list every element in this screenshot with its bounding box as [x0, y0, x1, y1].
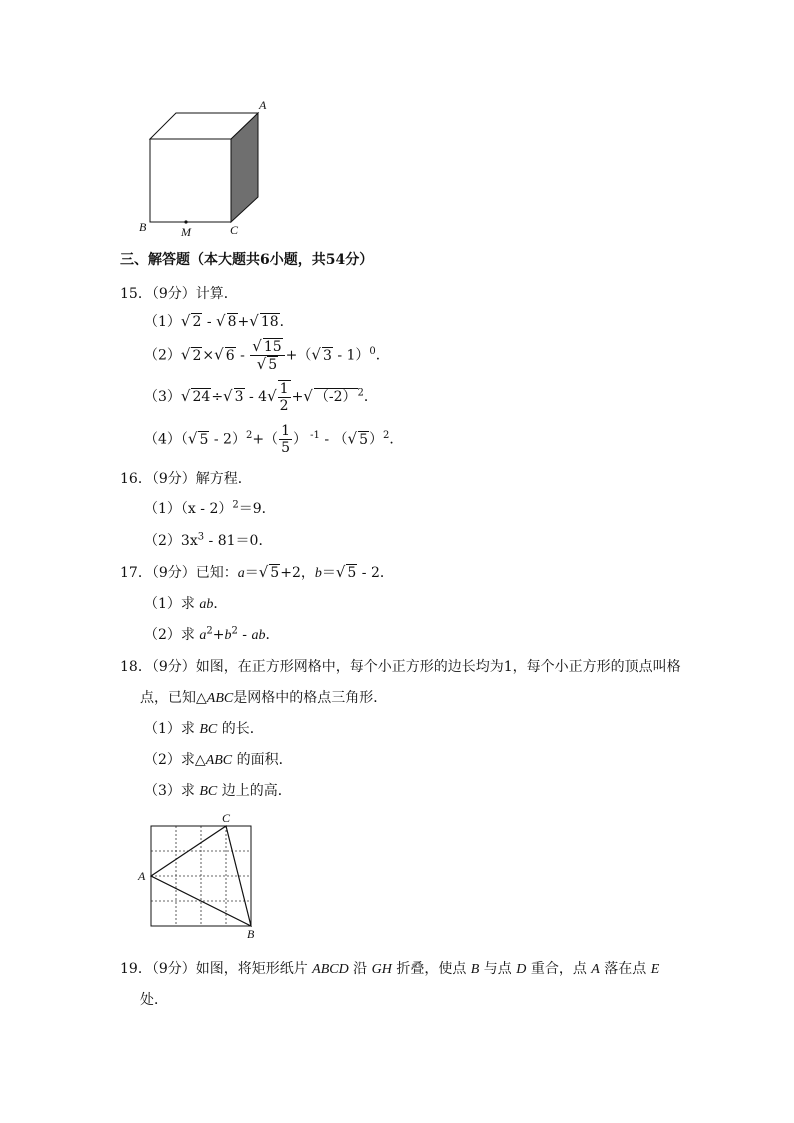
q15-stem: 15．（9分）计算．	[120, 286, 238, 302]
q19-line1: 19．（9分）如图，将矩形纸片 ABCD 沿 GH 折叠，使点 B 与点 D 重合，点 A 落在点 E	[120, 961, 660, 977]
q15-part4: （4）（√ 5 - 2）$^2$+（ $\frac{1}{5}$ ） $^{-1}$ - （√ 5）$^2$．	[144, 423, 404, 456]
point-m	[184, 220, 187, 223]
grid-label-a: A	[138, 869, 146, 883]
q17-part1: （1）求 ab．	[144, 596, 228, 612]
q15-part3: （3）√ 24÷√ 3 - 4√ $\frac{1}{2}$ +√ $(-2)^2$．	[144, 381, 378, 414]
section-heading: 三、解答题（本大题共6小题，共54分）	[120, 252, 374, 268]
cube-label-b: B	[139, 220, 147, 234]
cube-front-face	[150, 139, 231, 222]
q16-stem: 16．（9分）解方程．	[120, 471, 252, 487]
q17-stem: 17．（9分）已知：a＝√ 5+2，b＝√ 5 - 2．	[120, 563, 394, 581]
cube-label-m: M	[181, 225, 191, 239]
grid-label-b: B	[247, 927, 255, 940]
q18-part2: （2）求△ABC 的面积．	[144, 752, 293, 768]
grid-label-c: C	[222, 811, 231, 825]
q18-stem-line2: 点，已知△ABC是网格中的格点三角形．	[140, 690, 388, 706]
grid-triangle-figure	[134, 810, 264, 940]
q18-part1: （1）求 BC 的长．	[144, 721, 264, 737]
q15-part1: （1）√ 2 - √ 8+√ 18．	[144, 312, 294, 330]
q18-part3: （3）求 BC 边上的高．	[144, 783, 292, 799]
q17-part2: （2）求 $a^2+b^2$ - ab．	[144, 625, 280, 643]
q19-line2: 处．	[140, 992, 168, 1008]
q15-part2: （2）√ 2×√ 6 - $\frac{√ 15}{√ 5}$ +（√ 3 - 1）$^0$．	[144, 337, 390, 373]
cube-label-a: A	[259, 98, 267, 112]
q18-stem-line1: 18．（9分）如图，在正方形网格中，每个小正方形的边长均为1，每个小正方形的顶点叫格	[120, 659, 681, 675]
q16-part1: （1）（x - 2）$^2$＝9．	[144, 499, 276, 517]
cube-label-c: C	[230, 223, 239, 237]
q16-part2: $(2)3x^3 - 81=0$．	[144, 531, 273, 549]
cube-figure	[130, 96, 280, 242]
